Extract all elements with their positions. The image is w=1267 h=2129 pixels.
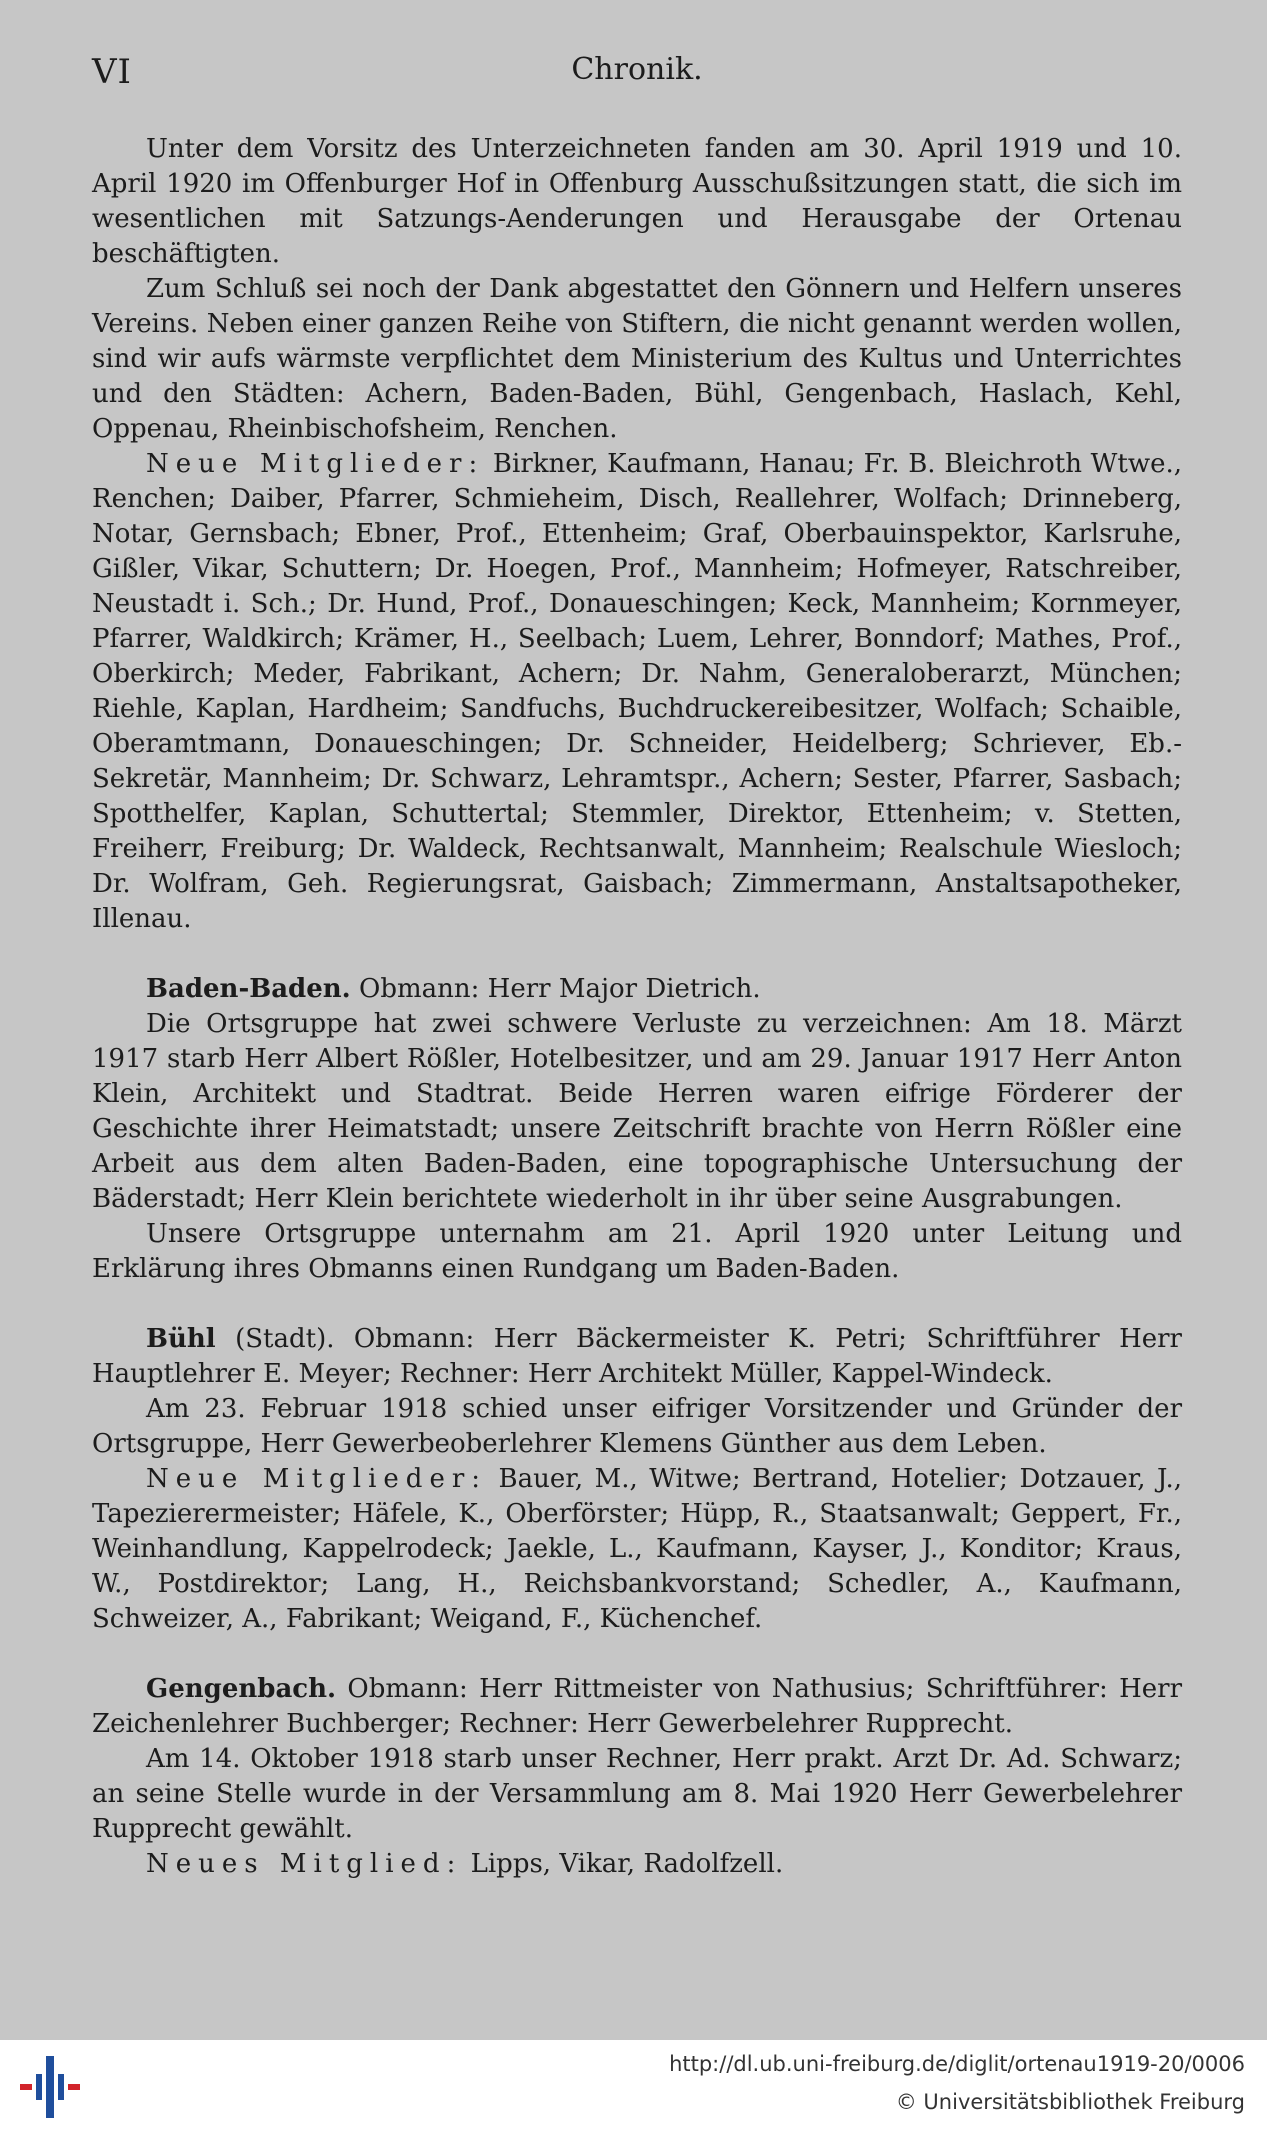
section-baden-baden-heading <box>92 972 1182 1007</box>
copyright-notice: © Universitätsbibliothek Freiburg <box>895 2090 1245 2114</box>
paragraph-baden-baden-losses: Die Ortsgruppe hat zwei schwere Verluste zu verzeichnen: Am 18. Märzt 1917 starb Herr Albert Rößler, Hotelbesitzer, und am 29. Januar 1917 Herr Anton Klein, Architekt und Stadtrat. Beide Herren waren eifrige Förderer der Geschichte ihrer Heimatstadt; unsere Zeitschrift brachte von Herrn Rößler eine Arbeit aus dem alten Baden-Baden, eine topographische Untersuchung der Bäderstadt; Herr Klein berichtete wiederholt in ihr über seine Ausgrabungen. <box>92 1009 1182 1214</box>
running-head: Chronik. <box>571 52 703 87</box>
buehl-members-list: Bauer, M., Witwe; Bertrand, Hotelier; Dotzauer, J., Tapezierermeister; Häfele, K., Oberförster; Hüpp, R., Staatsanwalt; Geppert, Fr., Weinhandlung, Kappelrodeck; Jaekle, L., Kaufmann, Kayser, J., Konditor; Kraus, W., Postdirektor; Lang, H., Reichsbankvorstand; Schedler, A., Kaufmann, Schweizer, A., Fabrikant; Weigand, F., Küchenchef. <box>92 1464 1182 1634</box>
page-number: VI <box>92 52 132 92</box>
buehl-members-label: Neue Mitglieder: <box>146 1464 488 1494</box>
new-members-list: Birkner, Kaufmann, Hanau; Fr. B. Bleichroth Wtwe., Renchen; Daiber, Pfarrer, Schmieheim, Disch, Reallehrer, Wolfach; Drinneberg, Notar, Gernsbach; Ebner, Prof., Ettenheim; Graf, Oberbauinspektor, Karlsruhe, Gißler, Vikar, Schuttern; Dr. Hoegen, Prof., Mannheim; Hofmeyer, Ratschreiber, Neustadt i. Sch.; Dr. Hund, Prof., Donaueschingen; Keck, Mannheim; Kornmeyer, Pfarrer, Waldkirch; Krämer, H., Seelbach; Luem, Lehrer, Bonndorf; Mathes, Prof., Oberkirch; Meder, Fabrikant, Achern; Dr. Nahm, Generaloberarzt, München; Riehle, Kaplan, Hardheim; Sandfuchs, Buchdruckereibesitzer, Wolfach; Schaible, Oberamtmann, Donaueschingen; Dr. Schneider, Heidelberg; Schriever, Eb.-Sekretär, Mannheim; Dr. Schwarz, Lehramtspr., Achern; Sester, Pfarrer, Sasbach; Spotthelfer, Kaplan, Schuttertal; Stemmler, Direktor, Ettenheim; v. Stetten, Freiherr, Freiburg; Dr. Waldeck, Rechtsanwalt, Mannheim; Realschule Wiesloch; Dr. Wolfram, Geh. Regierungsrat, Gaisbach; Zimmermann, Anstaltsapotheker, Illenau. <box>92 449 1182 934</box>
paragraph-buehl-members <box>92 1462 1182 1637</box>
paragraph-thanks: Zum Schluß sei noch der Dank abgestattet den Gönnern und Helfern unseres Vereins. Neben einer ganzen Reihe von Stiftern, die nicht genannt werden wollen, sind wir aufs wärmste verpflichtet dem Ministerium des Kultus und Unterrichtes und den Städten: Achern, Baden-Baden, Bühl, Gengenbach, Haslach, Kehl, Oppenau, Rheinbischofsheim, Renchen. <box>92 274 1182 444</box>
gengenbach-member: Lipps, Vikar, Radolfzell. <box>462 1849 784 1879</box>
section-gengenbach-heading <box>92 1672 1182 1742</box>
source-url-link[interactable]: http://dl.ub.uni-freiburg.de/diglit/ortenau1919-20/0006 <box>669 2052 1245 2076</box>
section-buehl-heading <box>92 1322 1182 1392</box>
page-body <box>92 132 1182 1882</box>
ub-freiburg-logo-icon <box>14 2052 84 2122</box>
section-title-gengenbach: Gengenbach. <box>146 1674 337 1704</box>
new-members-label: Neue Mitglieder: <box>146 449 485 479</box>
gengenbach-member-label: Neues Mitglied: <box>146 1849 463 1879</box>
gengenbach-officers: Obmann: Herr Rittmeister von Nathusius; Schriftführer: Herr Zeichenlehrer Buchberger; Rechner: Herr Gewerbelehrer Rupprecht. <box>92 1674 1182 1739</box>
viewer-footer <box>0 2040 1267 2129</box>
paragraph-buehl-death: Am 23. Februar 1918 schied unser eifriger Vorsitzender und Gründer der Ortsgruppe, Herr Gewerbeoberlehrer Klemens Günther aus dem Leben. <box>92 1394 1182 1459</box>
paragraph-baden-baden-tour: Unsere Ortsgruppe unternahm am 21. April 1920 unter Leitung und Erklärung ihres Obmanns einen Rundgang um Baden-Baden. <box>92 1219 1182 1284</box>
section-title-baden-baden: Baden-Baden. <box>146 974 351 1004</box>
section-title-buehl: Bühl <box>146 1324 216 1354</box>
paragraph-gengenbach-member <box>92 1847 1182 1882</box>
paragraph-meetings: Unter dem Vorsitz des Unterzeichneten fanden am 30. April 1919 und 10. April 1920 im Offenburger Hof in Offenburg Ausschußsitzungen statt, die sich im wesentlichen mit Satzungs-Aenderungen und Herausgabe der Ortenau beschäftigten. <box>92 134 1182 269</box>
paragraph-new-members <box>92 447 1182 937</box>
paragraph-gengenbach-death: Am 14. Oktober 1918 starb unser Rechner, Herr prakt. Arzt Dr. Ad. Schwarz; an seine Stelle wurde in der Versammlung am 8. Mai 1920 Herr Gewerbelehrer Rupprecht gewählt. <box>92 1744 1182 1844</box>
buehl-officers: (Stadt). Obmann: Herr Bäckermeister K. Petri; Schriftführer Herr Hauptlehrer E. Meyer; Rechner: Herr Architekt Müller, Kappel-Windeck. <box>92 1324 1182 1389</box>
baden-baden-obmann: Obmann: Herr Major Dietrich. <box>350 974 761 1004</box>
page-header <box>92 52 1182 102</box>
